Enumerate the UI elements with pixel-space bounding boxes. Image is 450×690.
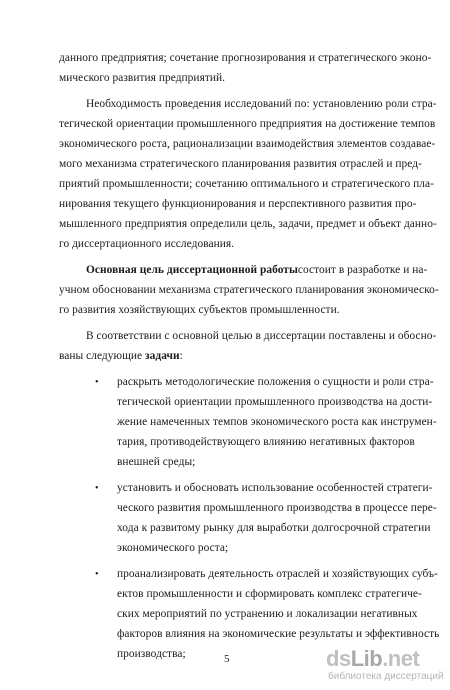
bold-phrase-main-goal: Основная цель диссертационной работы [86,264,298,276]
list-item-line: раскрыть методологические положения о сущности и роли стра- [117,376,434,388]
watermark-logo-text: dsLib.net [326,646,420,671]
text-line: мого механизма стратегического планирования развития отраслей и пред- [59,158,422,170]
text-fragment: ваны следующие [59,350,146,362]
list-item-line: хода к развитому рынку для выработки долгосрочной стратегии [117,522,431,534]
list-item-line: факторов влияния на экономические результаты и эффективность [117,628,440,640]
text-line: го диссертационного исследования. [59,238,235,250]
text-line: тегической ориентации промышленного предприятия на достижение темпов [59,118,436,130]
list-item-line: тария, противодействующего влиянию негативных факторов [117,436,415,448]
bold-word-tasks: задачи [145,350,180,362]
list-item-line: установить и обосновать использование особенностей стратеги- [117,482,433,494]
list-item-line: экономического роста; [117,542,229,554]
bullet-icon: • [95,483,99,494]
list-item-line: ческого развития промышленного производства в процессе пере- [117,502,437,514]
list-item-line: жение намеченных темпов экономического роста как инструмен- [117,416,437,428]
text-line: учном обосновании механизма стратегического планирования экономическо- [59,284,439,296]
text-line [86,264,428,277]
page-number: 5 [224,653,230,665]
list-item-line: тегической ориентации промышленного производства на дости- [117,396,433,408]
text-line: нирования текущего функционирования и перспективного развития про- [59,198,417,210]
text-line [59,350,183,363]
text-line: экономического роста, рационализации взаимодействия элементов создавае- [59,138,436,150]
list-item-line: внешней среды; [117,456,196,468]
bullet-icon: • [95,569,99,580]
text-line: приятий промышленности; сочетанию оптимального и стратегического пла- [59,178,434,190]
text-line: го развития хозяйствующих субъектов промышленности. [59,304,340,316]
bullet-icon: • [95,377,99,388]
text-line: мышленного предприятия определили цель, задачи, предмет и объект данно- [59,218,437,230]
text-line: В соответствии с основной целью в диссертации поставлены и обосно- [86,330,437,342]
list-item-line: ектов промышленности и сформировать комплекс стратегиче- [117,588,422,600]
dslib-watermark-logo [326,646,444,684]
watermark-subtitle: библиотека диссертаций [328,671,444,682]
list-item-line: производства; [117,648,186,660]
text-line: данного предприятия; сочетание прогнозирования и стратегического эконо- [59,52,432,64]
list-item-line: ских мероприятий по устранению и локализации негативных [117,608,418,620]
text-fragment: состоит в разработке и на- [297,264,428,276]
text-line: Необходимость проведения исследований по: установлению роли стра- [86,98,437,110]
text-line: мического развития предприятий. [59,72,226,84]
list-item-line: проанализировать деятельность отраслей и хозяйствующих субъ- [117,568,438,580]
text-fragment: : [179,350,183,362]
